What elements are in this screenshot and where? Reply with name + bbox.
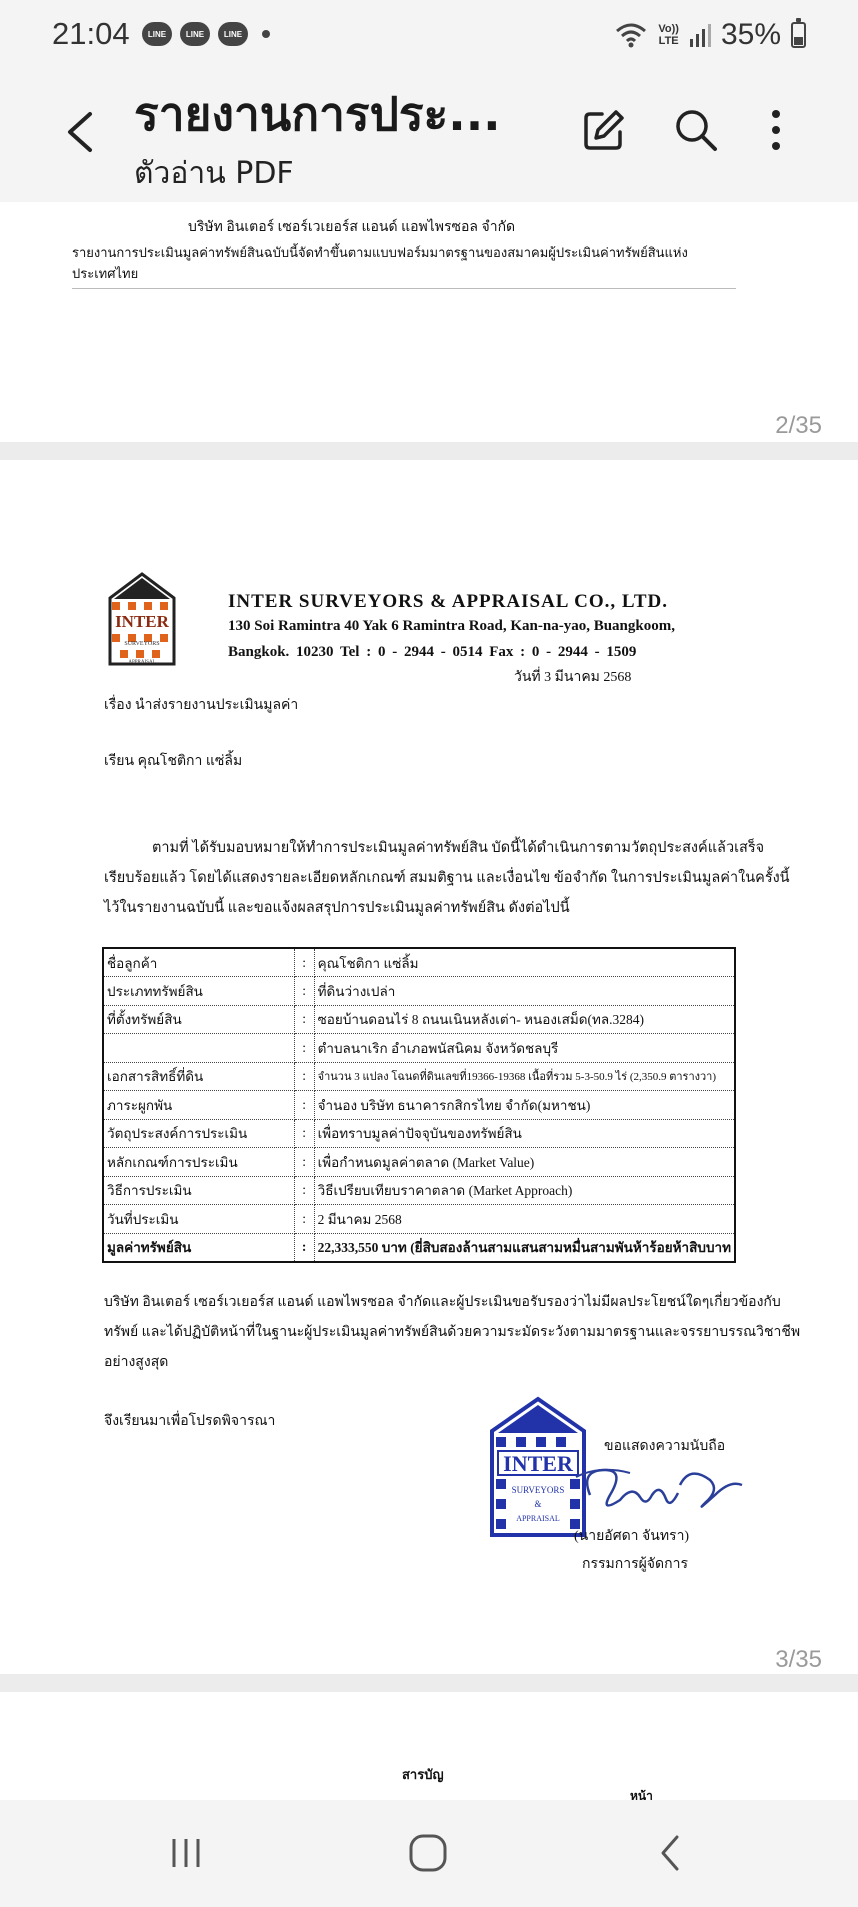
pdf-page-3[interactable] [0, 460, 858, 1674]
svg-text:SURVEYORS: SURVEYORS [124, 641, 160, 647]
page-indicator: 2/35 [775, 412, 822, 439]
appraisal-summary-table [102, 947, 736, 1263]
inter-logo-icon [104, 572, 180, 668]
signature-icon [570, 1455, 750, 1525]
system-navigation-bar [0, 1800, 858, 1907]
page2-standard-note: รายงานการประเมินมูลค่าทรัพย์สินฉบับนี้จัดทำขึ้นตามแบบฟอร์มมาตรฐานของสมาคมผู้ประเมินค่าทรัพย์สินแห่งประเทศไทย [72, 242, 736, 289]
table-row-label: หลักเกณฑ์การประเมิน [103, 1148, 294, 1177]
table-row-separator: : [294, 1062, 314, 1091]
table-row-label: เอกสารสิทธิ์ที่ดิน [103, 1062, 294, 1091]
back-button[interactable] [56, 102, 104, 162]
table-row [103, 1148, 735, 1177]
table-row [103, 1176, 735, 1205]
svg-text:INTER: INTER [115, 612, 169, 631]
letter-subject: เรื่อง นำส่งรายงานประเมินมูลค่า [104, 698, 299, 713]
chevron-left-icon [56, 102, 104, 162]
table-row-separator: : [294, 1148, 314, 1177]
table-row [103, 1034, 735, 1063]
table-row [103, 1233, 735, 1262]
home-button[interactable] [398, 1828, 458, 1878]
edit-button[interactable] [578, 104, 630, 156]
notification-icons [142, 22, 270, 46]
table-row-separator: : [294, 1176, 314, 1205]
search-icon [672, 106, 720, 154]
table-row-value: 22,333,550 บาท (ยี่สิบสองล้านสามแสนสามหมื่นสามพันห้าร้อยห้าสิบบาท [317, 1240, 731, 1255]
toc-page-header: หน้า [630, 1789, 653, 1800]
line-notification-icon: LINE [218, 22, 248, 46]
table-of-contents-title: สารบัญ [402, 1767, 444, 1782]
pdf-page-4[interactable] [0, 1692, 858, 1800]
table-row [103, 977, 735, 1006]
table-row [103, 1005, 735, 1034]
company-contact: Bangkok. 10230 Tel : 0 - 2944 - 0514 Fax : 0 - 2944 - 1509 [228, 644, 637, 660]
svg-text:INTER: INTER [503, 1451, 573, 1476]
table-row-separator: : [294, 948, 314, 977]
more-notifications-dot-icon [262, 30, 270, 38]
table-row-value: ที่ดินว่างเปล่า [314, 977, 735, 1006]
line-notification-icon: LINE [142, 22, 172, 46]
recent-apps-button[interactable] [156, 1828, 216, 1878]
signal-icon [689, 23, 711, 47]
table-row-value: วิธีเปรียบเทียบราคาตลาด (Market Approach) [314, 1176, 735, 1205]
table-row-separator: : [294, 1091, 314, 1120]
table-row-value: เพื่อกำหนดมูลค่าตลาด (Market Value) [314, 1148, 735, 1177]
search-button[interactable] [670, 104, 722, 156]
closing-respect: ขอแสดงความนับถือ [604, 1439, 726, 1454]
table-row-value: คุณโชติกา แซ่ลิ้ม [314, 948, 735, 977]
table-row-value: จำนวน 3 แปลง โฉนดที่ดินเลขที่19366-19368 เนื้อที่รวม 5-3-50.9 ไร่ (2,350.9 ตารางวา) [314, 1062, 735, 1091]
table-row-value: 2 มีนาคม 2568 [314, 1205, 735, 1234]
letter-date: วันที่ 3 มีนาคม 2568 [514, 670, 632, 685]
table-row-label: ชื่อลูกค้า [103, 948, 294, 977]
svg-text:APPRAISAL: APPRAISAL [516, 1514, 560, 1523]
edit-icon [580, 106, 628, 154]
table-row-value: เพื่อทราบมูลค่าปัจจุบันของทรัพย์สิน [314, 1119, 735, 1148]
table-row-label: วิธีการประเมิน [103, 1176, 294, 1205]
company-address: 130 Soi Ramintra 40 Yak 6 Ramintra Road, Kan-na-yao, Buangkoom, [228, 618, 675, 634]
table-row [103, 1062, 735, 1091]
table-row-separator: : [294, 977, 314, 1006]
app-bar [0, 72, 858, 202]
table-row-separator: : [294, 1119, 314, 1148]
table-row [103, 1205, 735, 1234]
svg-text:SURVEYORS: SURVEYORS [511, 1485, 565, 1495]
signer-name: (นายอัศดา จันทรา) [574, 1529, 690, 1544]
back-arrow-icon [655, 1833, 685, 1873]
svg-text:&: & [534, 1499, 542, 1509]
table-row-separator: : [294, 1205, 314, 1234]
table-row-label: มูลค่าทรัพย์สิน [103, 1233, 294, 1262]
table-row [103, 1119, 735, 1148]
table-row-label: ประเภททรัพย์สิน [103, 977, 294, 1006]
table-row-label: วัตถุประสงค์การประเมิน [103, 1119, 294, 1148]
table-row-label: ภาระผูกพัน [103, 1091, 294, 1120]
wifi-icon [614, 21, 648, 49]
table-row-separator: : [294, 1005, 314, 1034]
signature [570, 1455, 750, 1530]
battery-icon [791, 22, 806, 48]
more-options-button[interactable] [750, 104, 802, 156]
page2-company-name: บริษัท อินเตอร์ เซอร์เวเยอร์ส แอนด์ แอพไพรซอล จำกัด [188, 220, 516, 235]
more-vert-icon [768, 108, 784, 152]
table-row-separator: : [294, 1233, 314, 1262]
svg-text:APPRAISAL: APPRAISAL [128, 660, 156, 665]
nav-back-button[interactable] [640, 1828, 700, 1878]
table-row-label: วันที่ประเมิน [103, 1205, 294, 1234]
company-logo [104, 572, 180, 673]
table-row-label: ที่ตั้งทรัพย์สิน [103, 1005, 294, 1034]
home-icon [407, 1832, 449, 1874]
table-row [103, 948, 735, 977]
status-bar [0, 0, 858, 72]
letter-recipient: เรียน คุณโชติกา แซ่ลิ้ม [104, 754, 243, 769]
closing-text: จึงเรียนมาเพื่อโปรดพิจารณา [104, 1414, 276, 1429]
table-row [103, 1091, 735, 1120]
page-title: รายงานการประ... [134, 87, 501, 141]
volte-indicator [658, 23, 679, 47]
table-row-value: ตำบลนาเริก อำเภอพนัสนิคม จังหวัดชลบุรี [314, 1034, 735, 1063]
battery-percentage: 35% [720, 18, 781, 51]
lte-label: LTE [658, 35, 679, 47]
letter-body: ตามที่ ได้รับมอบหมายให้ทำการประเมินมูลค่าทรัพย์สิน บัดนี้ได้ดำเนินการตามวัตถุประสงค์แล้วเสร็จเรียบร้อยแล้ว โดยได้แสดงรายละเอียดหลักเกณฑ์ สมมติฐาน และเงื่อนไข ข้อจำกัด ในการประเมินมูลค่าในครั้งนี้ไว้ในรายงานฉบับนี้ และขอแจ้งผลสรุปการประเมินมูลค่าทรัพย์สิน ดังต่อไปนี้ [104, 840, 790, 916]
company-name: INTER SURVEYORS & APPRAISAL CO., LTD. [228, 591, 668, 612]
page-subtitle: ตัวอ่าน PDF [134, 156, 294, 191]
status-right-cluster [614, 18, 806, 52]
page-indicator: 3/35 [775, 1646, 822, 1673]
certification-text: บริษัท อินเตอร์ เซอร์เวเยอร์ส แอนด์ แอพไพรซอล จำกัดและผู้ประเมินขอรับรองว่าไม่มีผลประโยชน์ใดๆเกี่ยวข้องกับทรัพย์ และได้ปฏิบัติหน้าที่ในฐานะผู้ประเมินมูลค่าทรัพย์สินด้วยความระมัดระวังตามมาตรฐานและจรรยาบรรณวิชาชีพอย่างสูงสุด [104, 1295, 801, 1370]
table-row-label [103, 1034, 294, 1063]
recent-apps-icon [166, 1835, 206, 1871]
signer-title: กรรมการผู้จัดการ [582, 1557, 688, 1572]
pdf-page-2[interactable] [0, 202, 858, 442]
table-row-value: จำนอง บริษัท ธนาคารกสิกรไทย จำกัด(มหาชน) [314, 1091, 735, 1120]
table-row-separator: : [294, 1034, 314, 1063]
status-time: 21:04 [52, 16, 130, 51]
volte-label: Vo)) [658, 23, 679, 35]
line-notification-icon: LINE [180, 22, 210, 46]
table-row-value: ซอยบ้านดอนไร่ 8 ถนนเนินหลังเต่า- หนองเสม็ด(ทล.3284) [314, 1005, 735, 1034]
